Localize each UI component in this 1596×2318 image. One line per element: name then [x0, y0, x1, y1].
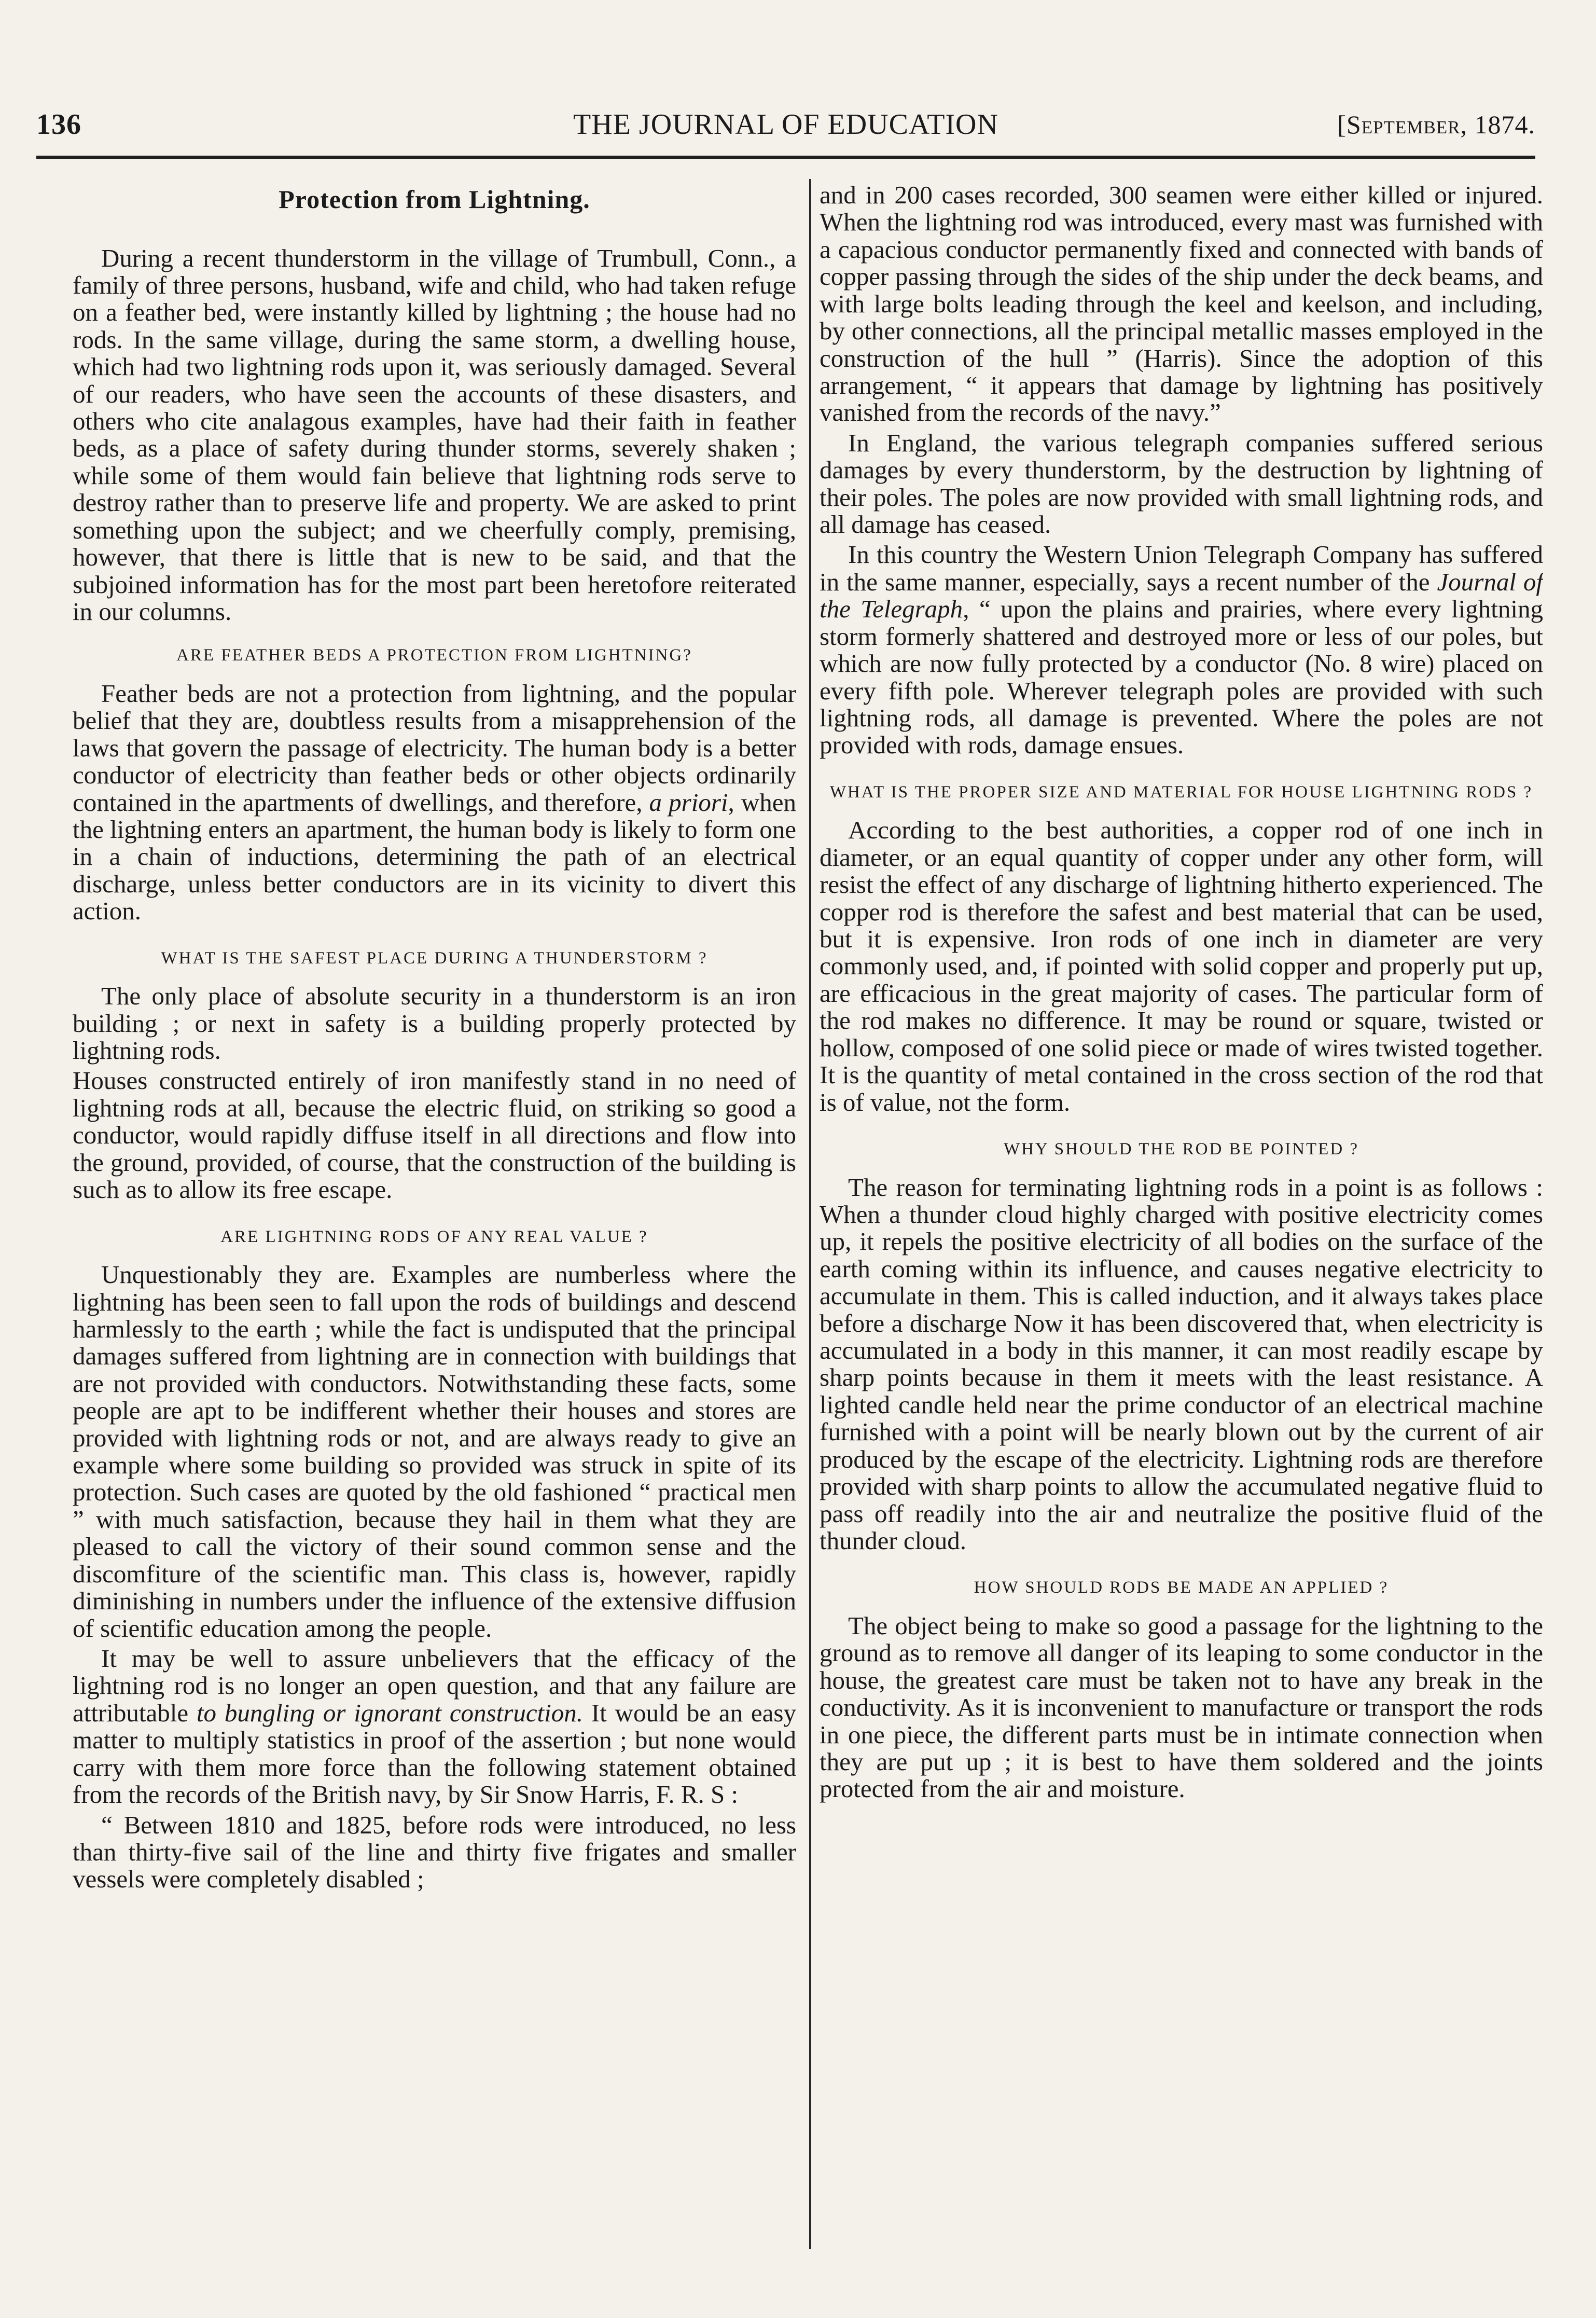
quote-paragraph: “ Between 1810 and 1825, before rods were introduced, no less than thirty-five sail of the line and thirty five frigates and smaller vessels were completely disabled ; — [73, 1810, 796, 1894]
intro-paragraph: During a recent thunderstorm in the village of Trumbull, Conn., a family of three persons, husband, wife and child, who had taken refuge on a feather bed, were instantly killed by lightning ; the house had no rods. In the same village, during the same storm, a dwelling house, which had two lightning rods upon it, was seriously damaged. Several of our readers, who have seen the accounts of these disasters, and others who cite analagous examples, have had their faith in feather beds, as a place of safety during thunder storms, severely shaken ; while some of them would fain believe that lightning rods serve to destroy rather than to preserve life and property. We are asked to print something upon the subject; and we cheerfully comply, premising, however, that there is little that is new to be said, and that the subjoined information has for the most part been heretofore reiterated in our columns. — [73, 243, 796, 626]
article-title: Protection from Lightning. — [279, 185, 590, 214]
column-divider — [809, 179, 811, 2249]
section-heading-rods-value: ARE LIGHTNING RODS OF ANY REAL VALUE ? — [220, 1227, 648, 1246]
right-column — [820, 182, 1543, 2246]
section-heading-rod-size: WHAT IS THE PROPER SIZE AND MATERIAL FOR HOUSE LIGHTNING RODS ? — [829, 782, 1533, 802]
body-paragraph: Houses constructed entirely of iron manifestly stand in no need of lightning rods at all, because the electric fluid, on striking so good a conductor, would rapidly diffuse itself in all directions and flow into the ground, provided, of course, that the construction of the building is such as to allow its free escape. — [73, 1066, 796, 1204]
body-paragraph: In this country the Western Union Telegraph Company has suffered in the same manner, especially, says a recent number of the Journal of the Telegraph, “ upon the plains and prairies, where every lightning storm formerly shattered and destroyed more or less of our poles, but which are now fully protected by a conductor (No. 8 wire) placed on every fifth pole. Wherever telegraph poles are provided with such lightning rods, all damage is prevented. Where the poles are not provided with rods, damage ensues. — [820, 540, 1543, 760]
section-heading-safest-place: WHAT IS THE SAFEST PLACE DURING A THUNDERSTORM ? — [161, 948, 708, 968]
section-heading-pointed-rod: WHY SHOULD THE ROD BE POINTED ? — [1003, 1140, 1359, 1158]
body-paragraph: The object being to make so good a passage for the lightning to the ground as to remove all danger of its leaping to some conductor in the house, the greatest care must be taken not to have any break in the conductivity. As it is inconvenient to manufacture or transport the rods in one piece, the different parts must be in intimate connection when they are put up ; it is best to have them soldered and the joints protected from the air and moisture. — [820, 1611, 1543, 1803]
header-rule — [36, 156, 1535, 159]
body-paragraph: In England, the various telegraph companies suffered serious damages by every thunderstorm, by the destruction by lightning of their poles. The poles are now provided with small lightning rods, and all damage has ceased. — [820, 428, 1543, 539]
body-paragraph: The reason for terminating lightning rods in a point is as follows : When a thunder cloud highly charged with positive electricity comes up, it repels the positive electricity of all bodies on the surface of the earth coming within its influence, and causes negative electricity to accumulate in them. This is called induction, and it always takes place before a discharge Now it has been discovered that, when electricity is accumulated in a body in this manner, it can most readily escape by sharp points because in them it meets with the least resistance. A lighted candle held near the prime conductor of an electrical machine furnished with a point will be nearly blown out by the current of air produced by the escape of the electricity. Lightning rods are therefore provided with sharp points to allow the accumulated negative fluid to pass off readily into the air and neutralize the positive fluid of the thunder cloud. — [820, 1172, 1543, 1555]
body-paragraph: Feather beds are not a protection from lightning, and the popular belief that they are, doubtless results from a misapprehension of the laws that govern the passage of electricity. The human body is a better conductor of electricity than feather beds or other objects ordinarily contained in the apartments of dwellings, and therefore, a priori, when the lightning enters an apartment, the human body is likely to form one in a chain of inductions, determining the path of an electrical discharge, unless better conductors are in its vicinity to divert this action. — [73, 679, 796, 926]
page-number: 136 — [36, 108, 81, 141]
body-paragraph: According to the best authorities, a copper rod of one inch in diameter, or an equal quantity of copper under any other form, will resist the effect of any discharge of lightning hitherto experienced. The copper rod is therefore the safest and best material that can be used, but it is expensive. Iron rods of one inch in diameter are very commonly used, and, if pointed with solid copper and properly put up, are efficacious in the great majority of cases. The particular form of the rod makes no difference. It may be round or square, twisted or hollow, composed of one solid piece or made of wires twisted together. It is the quantity of metal contained in the cross section of the rod that is of value, not the form. — [820, 816, 1543, 1116]
body-paragraph: and in 200 cases recorded, 300 seamen were either killed or injured. When the lightning rod was introduced, every mast was furnished with a capacious conductor permanently fixed and connected with bands of copper passing through the sides of the ship under the deck beams, and with large bolts leading through the keel and keelson, and including, by other connections, all the principal metallic masses employed in the construction of the hull ” (Harris). Since the adoption of this arrangement, “ it appears that damage by lightning has positively vanished from the records of the navy.” — [820, 182, 1543, 427]
section-heading-feather-beds: ARE FEATHER BEDS A PROTECTION FROM LIGHTNING? — [176, 646, 692, 665]
body-paragraph: Unquestionably they are. Examples are numberless where the lightning has been seen to fall upon the rods of buildings and descend harmlessly to the earth ; while the fact is undisputed that the principal damages suffered from lightning are in connection with buildings that are not provided with conductors. Notwithstanding these facts, some people are apt to be indifferent whether their houses and stores are provided with lightning rods or not, and are always ready to give an example where some building so provided was struck in spite of its protection. Such cases are quoted by the old fashioned “ practical men ” with much satisfaction, because they hail in them what they are pleased to call the victory of their sound common sense and the discomfiture of the scientific man. This class is, however, rapidly diminishing in numbers under the influence of the extensive diffusion of scientific education among the people. — [73, 1260, 796, 1643]
left-column — [73, 182, 796, 2246]
body-paragraph: The only place of absolute security in a thunderstorm is an iron building ; or next in safety is a building properly protected by lightning rods. — [73, 982, 796, 1065]
section-heading-rods-applied: HOW SHOULD RODS BE MADE AN APPLIED ? — [974, 1578, 1389, 1597]
body-paragraph: It may be well to assure unbelievers that the efficacy of the lightning rod is no longer an open question, and that any failure are attributable to bungling or ignorant construction. It would be an easy matter to multiply statistics in proof of the assertion ; but none would carry with them more force than the following statement obtained from the records of the British navy, by Sir Snow Harris, F. R. S : — [73, 1644, 796, 1809]
journal-title: THE JOURNAL OF EDUCATION — [573, 108, 998, 141]
date-month: September — [1346, 110, 1461, 139]
running-header — [36, 104, 1535, 145]
date-bracket: [ — [1337, 110, 1347, 139]
date-year: , 1874. — [1460, 110, 1535, 139]
